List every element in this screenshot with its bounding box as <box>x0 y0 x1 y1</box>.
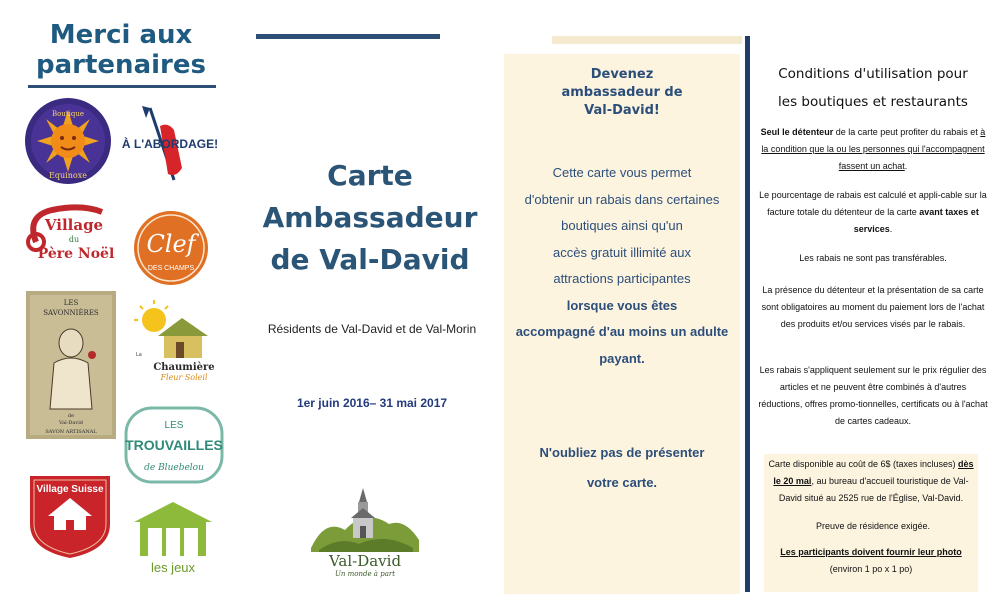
svg-text:Equinoxe: Equinoxe <box>49 171 87 180</box>
svg-text:Val-David: Val-David <box>58 420 84 426</box>
partners-heading-rule <box>28 85 216 88</box>
svg-text:La: La <box>136 352 142 358</box>
svg-text:du: du <box>68 235 80 244</box>
logo-clef-des-champs <box>132 208 210 288</box>
svg-text:Boutique: Boutique <box>51 110 85 118</box>
condition-regular-price: Les rabais s'appliquent seulement sur le prix régulier des articles et ne peuvent être combinés à d'autres réductions, offres promo-tionnelles, certificats ou à l'achat de cartes cadeaux. <box>758 365 988 426</box>
logo-les-jeux <box>130 498 216 578</box>
ambassador-heading: Devenez ambassadeur de Val-David! <box>561 67 683 118</box>
svg-text:Village: Village <box>44 216 104 234</box>
card-title: Carte Ambassadeur de Val-David <box>262 159 478 276</box>
svg-text:SAVON ARTISANAL: SAVON ARTISANAL <box>45 429 97 435</box>
ambassador-reminder: N'oubliez pas de présenter votre carte. <box>539 445 705 490</box>
svg-text:de: de <box>67 413 75 419</box>
svg-text:À L'ABORDAGE!: À L'ABORDAGE! <box>121 137 219 151</box>
panel-divider <box>745 36 750 592</box>
condition-discount-calculation: Le pourcentage de rabais est calculé et appli-cable sur la facture totale du détenteur de la carte avant taxes et services. <box>759 190 987 234</box>
condition-card-presentation: La présence du détenteur et la présentation de sa carte sont obligatoires au moment du paiement lors de l'achat des produits et/ou services visés par le rabais. <box>761 285 985 329</box>
conditions-title: Conditions d'utilisation pour les boutiques et restaurants <box>778 66 968 110</box>
condition-holder-only: Seul le détenteur de la carte peut profiter du rabais et à la condition que la ou les personnes qui l'accompagnent fassent un achat. <box>760 127 986 171</box>
logo-les-savonnieres <box>26 291 116 439</box>
condition-non-transferable: Les rabais ne sont pas transférables. <box>799 253 947 263</box>
svg-text:Village Suisse: Village Suisse <box>36 484 104 495</box>
svg-text:Père Noël: Père Noël <box>37 246 115 262</box>
svg-text:Fleur Soleil: Fleur Soleil <box>160 373 208 382</box>
photo-requirement: Les participants doivent fournir leur photo (environ 1 po x 1 po) <box>780 547 962 574</box>
svg-text:Clef: Clef <box>146 230 196 258</box>
residence-proof: Preuve de résidence exigée. <box>815 521 931 531</box>
val-david-logo <box>305 478 425 578</box>
svg-text:Chaumière: Chaumière <box>153 362 215 373</box>
residents-text: Résidents de Val-David et de Val-Morin <box>267 322 477 336</box>
partners-panel <box>0 0 240 602</box>
svg-text:TROUVAILLES: TROUVAILLES <box>125 437 223 453</box>
validity-dates: 1er juin 2016– 31 mai 2017 <box>296 396 448 410</box>
svg-text:de Bluebelou: de Bluebelou <box>144 463 204 473</box>
logo-boutique-equinoxe <box>24 96 112 186</box>
logo-chaumiere-fleur-soleil <box>124 296 220 392</box>
svg-text:SAVONNIÈRES: SAVONNIÈRES <box>43 309 99 317</box>
svg-text:Un monde à part: Un monde à part <box>334 570 396 578</box>
card-availability: Carte disponible au coût de 6$ (taxes incluses) dès le 20 mai, au bureau d'accueil touristique de Val-David situé au 2525 rue de l'Église, Val-David. <box>768 459 974 503</box>
svg-text:Val-David: Val-David <box>328 552 402 570</box>
ambassador-description: Cette carte vous permet d'obtenir un rabais dans certaines boutiques ainsi qu'un accès gratuit illimité aux attractions participantes lorsque vous êtes accompagné d'au moins un adulte payant. <box>515 165 729 366</box>
svg-text:les jeux: les jeux <box>150 560 196 575</box>
ambassador-top-rule <box>552 36 742 44</box>
logo-les-trouvailles <box>122 404 226 486</box>
cover-top-rule <box>256 34 440 39</box>
svg-text:DES CHAMPS: DES CHAMPS <box>147 265 195 272</box>
partners-heading: Merci aux partenaires <box>36 20 206 80</box>
svg-text:LES: LES <box>164 420 184 431</box>
logo-village-pere-noel <box>22 202 120 268</box>
logo-a-labordage <box>120 104 220 184</box>
svg-text:LES: LES <box>63 299 79 307</box>
logo-village-suisse <box>26 470 114 560</box>
